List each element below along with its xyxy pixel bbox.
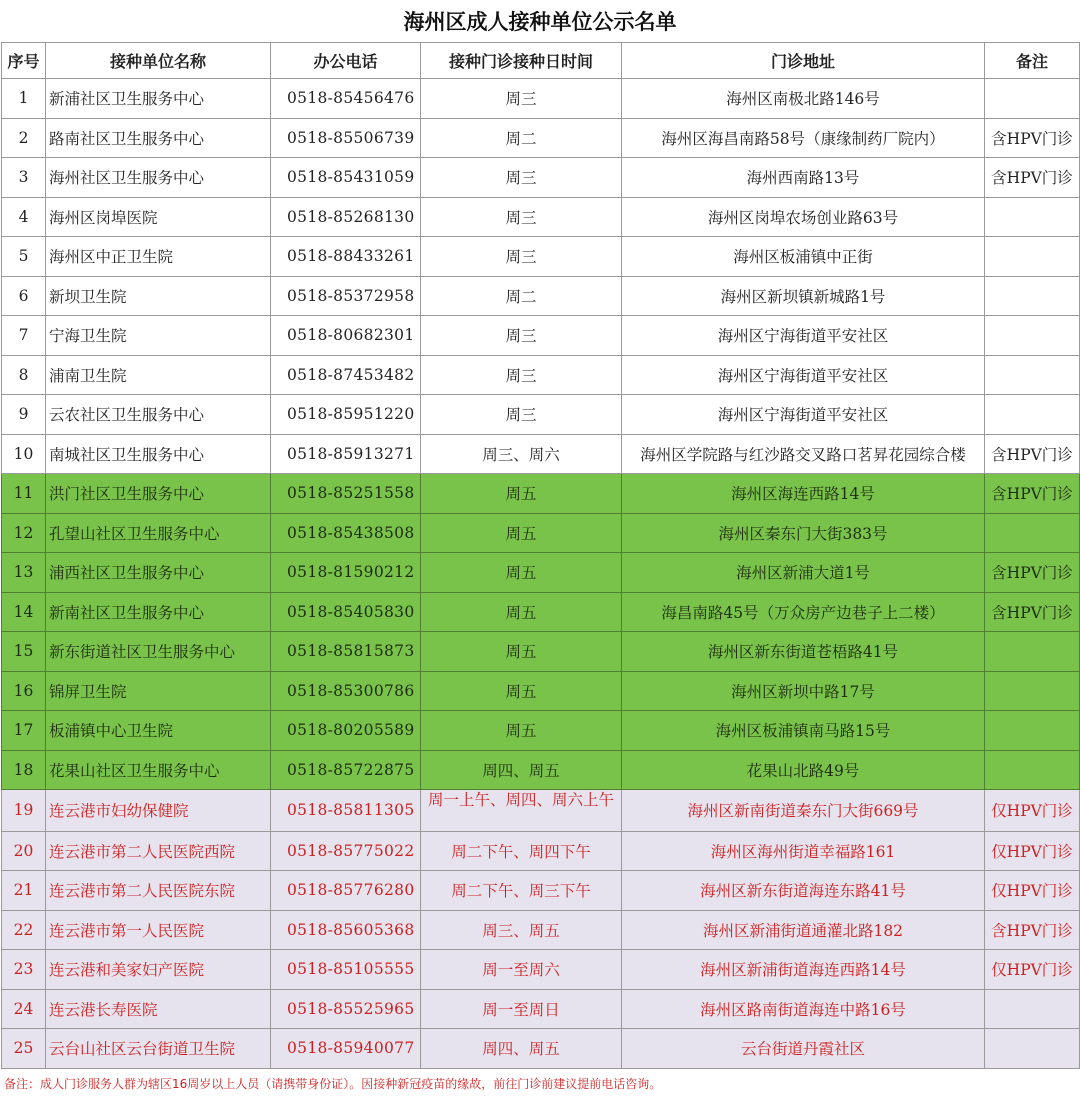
cell-days: 周五 (421, 553, 622, 593)
cell-days: 周二下午、周四下午 (421, 831, 622, 871)
table-body (2, 79, 1080, 1069)
cell-site-name: 浦西社区卫生服务中心 (46, 553, 271, 593)
cell-days: 周三 (421, 158, 622, 198)
cell-days: 周五 (421, 513, 622, 553)
cell-days: 周五 (421, 711, 622, 751)
table-row (2, 79, 1080, 119)
table-row (2, 910, 1080, 950)
cell-site-name: 海州区岗埠医院 (46, 197, 271, 237)
cell-phone: 0518-85775022 (271, 831, 421, 871)
table-row (2, 197, 1080, 237)
header-days: 接种门诊接种日时间 (421, 43, 622, 79)
cell-no: 14 (2, 592, 46, 632)
cell-days: 周一至周日 (421, 989, 622, 1029)
cell-site-name: 新浦社区卫生服务中心 (46, 79, 271, 119)
cell-site-name: 孔望山社区卫生服务中心 (46, 513, 271, 553)
cell-phone: 0518-85456476 (271, 79, 421, 119)
table-row (2, 237, 1080, 277)
cell-address: 海州区秦东门大街383号 (622, 513, 985, 553)
cell-site-name: 路南社区卫生服务中心 (46, 118, 271, 158)
table-row (2, 989, 1080, 1029)
cell-days: 周四、周五 (421, 1029, 622, 1069)
cell-no: 11 (2, 474, 46, 514)
cell-days: 周二 (421, 276, 622, 316)
header-phone: 办公电话 (271, 43, 421, 79)
cell-note: 含HPV门诊 (985, 553, 1080, 593)
cell-site-name: 海州区中正卫生院 (46, 237, 271, 277)
cell-site-name: 连云港市第一人民医院 (46, 910, 271, 950)
cell-site-name: 海州社区卫生服务中心 (46, 158, 271, 198)
cell-address: 海州区新东街道苍梧路41号 (622, 632, 985, 672)
cell-days: 周一至周六 (421, 950, 622, 990)
cell-no: 5 (2, 237, 46, 277)
cell-days: 周三 (421, 316, 622, 356)
cell-no: 16 (2, 671, 46, 711)
cell-phone: 0518-85251558 (271, 474, 421, 514)
cell-address: 海州区新坝中路17号 (622, 671, 985, 711)
cell-address: 海州区宁海街道平安社区 (622, 355, 985, 395)
cell-note (985, 197, 1080, 237)
table-row (2, 671, 1080, 711)
cell-phone: 0518-85815873 (271, 632, 421, 672)
cell-no: 1 (2, 79, 46, 119)
cell-note: 含HPV门诊 (985, 118, 1080, 158)
cell-note (985, 711, 1080, 751)
table-row (2, 750, 1080, 790)
cell-phone: 0518-85268130 (271, 197, 421, 237)
cell-site-name: 连云港和美家妇产医院 (46, 950, 271, 990)
cell-note (985, 79, 1080, 119)
cell-no: 13 (2, 553, 46, 593)
cell-site-name: 连云港市第二人民医院东院 (46, 871, 271, 911)
cell-phone: 0518-85940077 (271, 1029, 421, 1069)
cell-address: 云台街道丹霞社区 (622, 1029, 985, 1069)
cell-days: 周五 (421, 592, 622, 632)
page-title: 海州区成人接种单位公示名单 (403, 10, 677, 34)
cell-days: 周五 (421, 632, 622, 672)
cell-phone: 0518-85776280 (271, 871, 421, 911)
cell-no: 2 (2, 118, 46, 158)
header-note: 备注 (985, 43, 1080, 79)
cell-address: 海州区南极北路146号 (622, 79, 985, 119)
cell-note (985, 276, 1080, 316)
cell-address: 海州区海昌南路58号（康缘制药厂院内） (622, 118, 985, 158)
table-row (2, 395, 1080, 435)
table-row (2, 316, 1080, 356)
cell-days: 周三 (421, 237, 622, 277)
cell-phone: 0518-85951220 (271, 395, 421, 435)
table-row (2, 158, 1080, 198)
cell-no: 17 (2, 711, 46, 751)
table-row (2, 276, 1080, 316)
cell-no: 24 (2, 989, 46, 1029)
cell-no: 8 (2, 355, 46, 395)
cell-note (985, 355, 1080, 395)
cell-phone: 0518-85525965 (271, 989, 421, 1029)
cell-no: 23 (2, 950, 46, 990)
cell-site-name: 新东街道社区卫生服务中心 (46, 632, 271, 672)
vaccination-sites-table (1, 42, 1080, 1069)
cell-phone: 0518-85605368 (271, 910, 421, 950)
cell-phone: 0518-85372958 (271, 276, 421, 316)
table-row (2, 513, 1080, 553)
cell-phone: 0518-85105555 (271, 950, 421, 990)
table-header-row (2, 43, 1080, 79)
table-row (2, 871, 1080, 911)
cell-note (985, 1029, 1080, 1069)
cell-no: 4 (2, 197, 46, 237)
cell-days: 周五 (421, 474, 622, 514)
cell-no: 18 (2, 750, 46, 790)
table-row (2, 355, 1080, 395)
cell-note (985, 395, 1080, 435)
cell-days: 周三、周五 (421, 910, 622, 950)
cell-address: 海州区岗埠农场创业路63号 (622, 197, 985, 237)
cell-no: 25 (2, 1029, 46, 1069)
cell-address: 海州区板浦镇南马路15号 (622, 711, 985, 751)
cell-phone: 0518-85506739 (271, 118, 421, 158)
cell-days: 周二 (421, 118, 622, 158)
cell-phone: 0518-85405830 (271, 592, 421, 632)
footnote: 备注：成人门诊服务人群为辖区16周岁以上人员（请携带身份证）。因接种新冠疫苗的缘故，前往门诊前建议提前电话咨询。 (4, 1077, 662, 1091)
cell-site-name: 连云港市妇幼保健院 (46, 790, 271, 832)
table-row (2, 592, 1080, 632)
cell-no: 21 (2, 871, 46, 911)
table-row (2, 118, 1080, 158)
table-row (2, 790, 1080, 832)
cell-note: 仅HPV门诊 (985, 950, 1080, 990)
cell-days: 周一上午、周四、周六上午 (421, 790, 622, 832)
cell-note: 含HPV门诊 (985, 592, 1080, 632)
cell-phone: 0518-81590212 (271, 553, 421, 593)
cell-address: 海州区海连西路14号 (622, 474, 985, 514)
cell-days: 周五 (421, 671, 622, 711)
cell-note (985, 632, 1080, 672)
cell-address: 海州区板浦镇中正街 (622, 237, 985, 277)
cell-address: 海州区新南街道秦东门大街669号 (622, 790, 985, 832)
cell-address: 海州区新坝镇新城路1号 (622, 276, 985, 316)
cell-address: 海州区新东街道海连东路41号 (622, 871, 985, 911)
table-row (2, 711, 1080, 751)
cell-address: 海州区学院路与红沙路交叉路口茗昇花园综合楼 (622, 434, 985, 474)
cell-no: 9 (2, 395, 46, 435)
cell-phone: 0518-85913271 (271, 434, 421, 474)
cell-address: 海州区宁海街道平安社区 (622, 316, 985, 356)
cell-address: 海州区海州街道幸福路161 (622, 831, 985, 871)
cell-note (985, 750, 1080, 790)
cell-no: 6 (2, 276, 46, 316)
cell-note (985, 513, 1080, 553)
cell-site-name: 洪门社区卫生服务中心 (46, 474, 271, 514)
cell-site-name: 云台山社区云台街道卫生院 (46, 1029, 271, 1069)
cell-note (985, 671, 1080, 711)
header-name: 接种单位名称 (46, 43, 271, 79)
table-row (2, 950, 1080, 990)
cell-note: 含HPV门诊 (985, 158, 1080, 198)
cell-days: 周二下午、周三下午 (421, 871, 622, 911)
cell-phone: 0518-80205589 (271, 711, 421, 751)
cell-phone: 0518-85722875 (271, 750, 421, 790)
table-row (2, 831, 1080, 871)
cell-site-name: 云农社区卫生服务中心 (46, 395, 271, 435)
table-row (2, 553, 1080, 593)
cell-no: 22 (2, 910, 46, 950)
cell-no: 15 (2, 632, 46, 672)
cell-note (985, 989, 1080, 1029)
cell-days: 周三 (421, 395, 622, 435)
cell-note: 含HPV门诊 (985, 474, 1080, 514)
header-no: 序号 (2, 43, 46, 79)
cell-days: 周三、周六 (421, 434, 622, 474)
cell-no: 3 (2, 158, 46, 198)
cell-no: 7 (2, 316, 46, 356)
cell-site-name: 南城社区卫生服务中心 (46, 434, 271, 474)
cell-days: 周三 (421, 197, 622, 237)
cell-no: 12 (2, 513, 46, 553)
cell-phone: 0518-85431059 (271, 158, 421, 198)
table-row (2, 632, 1080, 672)
cell-site-name: 板浦镇中心卫生院 (46, 711, 271, 751)
cell-site-name: 锦屏卫生院 (46, 671, 271, 711)
cell-phone: 0518-87453482 (271, 355, 421, 395)
cell-days: 周三 (421, 355, 622, 395)
header-address: 门诊地址 (622, 43, 985, 79)
cell-days: 周三 (421, 79, 622, 119)
cell-address: 海州区新浦大道1号 (622, 553, 985, 593)
cell-phone: 0518-85438508 (271, 513, 421, 553)
cell-note (985, 316, 1080, 356)
cell-phone: 0518-85300786 (271, 671, 421, 711)
cell-note: 仅HPV门诊 (985, 790, 1080, 832)
cell-address: 花果山北路49号 (622, 750, 985, 790)
table-row (2, 1029, 1080, 1069)
table-row (2, 434, 1080, 474)
cell-phone: 0518-80682301 (271, 316, 421, 356)
cell-phone: 0518-88433261 (271, 237, 421, 277)
cell-note: 仅HPV门诊 (985, 831, 1080, 871)
cell-note: 含HPV门诊 (985, 434, 1080, 474)
cell-no: 19 (2, 790, 46, 832)
cell-phone: 0518-85811305 (271, 790, 421, 832)
table-row (2, 474, 1080, 514)
cell-note: 含HPV门诊 (985, 910, 1080, 950)
cell-note (985, 237, 1080, 277)
cell-address: 海州区路南街道海连中路16号 (622, 989, 985, 1029)
cell-no: 20 (2, 831, 46, 871)
cell-site-name: 宁海卫生院 (46, 316, 271, 356)
cell-no: 10 (2, 434, 46, 474)
cell-address: 海州西南路13号 (622, 158, 985, 198)
cell-site-name: 新南社区卫生服务中心 (46, 592, 271, 632)
cell-address: 海州区新浦街道海连西路14号 (622, 950, 985, 990)
cell-site-name: 新坝卫生院 (46, 276, 271, 316)
cell-site-name: 花果山社区卫生服务中心 (46, 750, 271, 790)
cell-address: 海昌南路45号（万众房产边巷子上二楼） (622, 592, 985, 632)
cell-address: 海州区宁海街道平安社区 (622, 395, 985, 435)
cell-note: 仅HPV门诊 (985, 871, 1080, 911)
cell-days: 周四、周五 (421, 750, 622, 790)
cell-site-name: 连云港长寿医院 (46, 989, 271, 1029)
cell-site-name: 连云港市第二人民医院西院 (46, 831, 271, 871)
cell-site-name: 浦南卫生院 (46, 355, 271, 395)
cell-address: 海州区新浦街道通灌北路182 (622, 910, 985, 950)
